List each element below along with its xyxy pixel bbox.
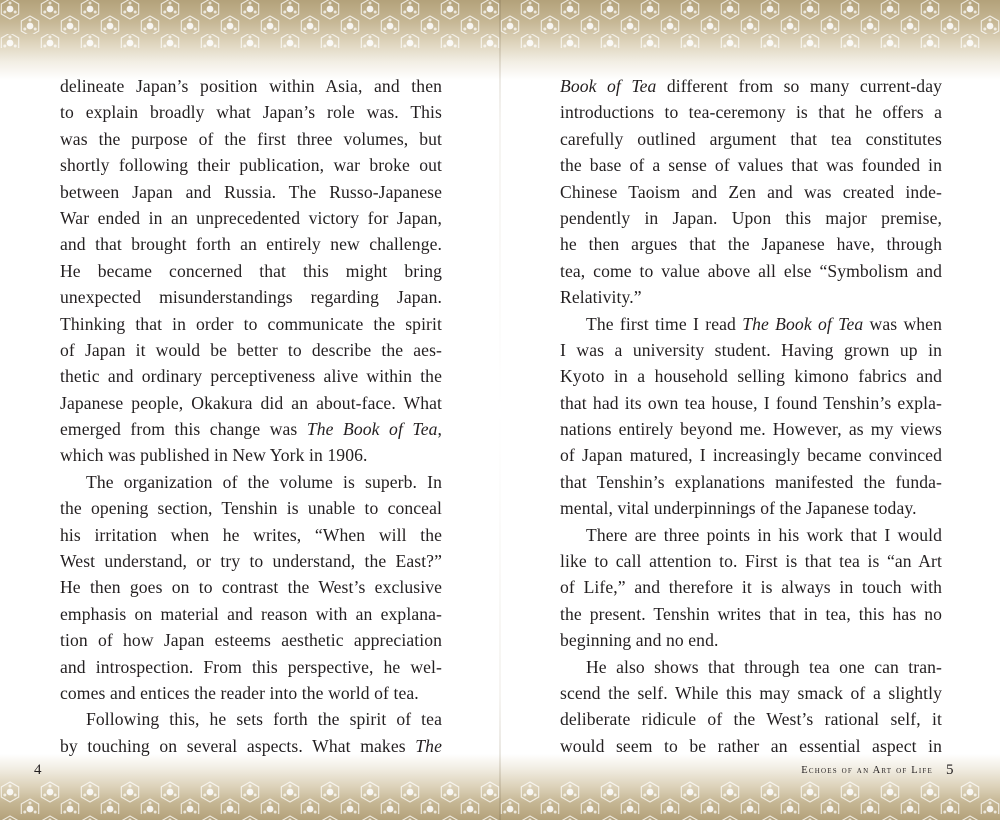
text-line: Japanese people, Okakura did an about-face. What	[60, 392, 442, 413]
text-line: He also shows that through tea one can tran-	[586, 656, 942, 677]
text-line: would seem to be rather an essential aspect in	[560, 735, 942, 756]
text-run: was when	[863, 313, 942, 334]
page-number-left: 4	[34, 762, 42, 778]
text-line: and introspection. From this perspective, he wel-	[60, 656, 442, 677]
left-page-text	[60, 73, 442, 759]
text-line: introductions to tea-ceremony is that he offers a	[560, 102, 942, 123]
paragraph	[60, 706, 442, 759]
text-line: Chinese Taoism and Zen and was created inde-	[560, 181, 942, 202]
text-line: that Tenshin’s explanations manifested the funda-	[560, 471, 942, 492]
text-line: Thinking that in order to communicate the spirit	[60, 313, 442, 334]
page-number-right: 5	[946, 762, 954, 778]
text-line: nations entirely beyond me. However, as my views	[560, 419, 942, 440]
text-line: Relativity.”	[560, 287, 642, 308]
text-line: of Japan it would be better to describe the aes-	[60, 339, 442, 360]
paragraph	[560, 654, 942, 760]
text-run: different from so many current-day	[656, 76, 942, 96]
text-line: I was a university student. Having grown up in	[560, 339, 942, 360]
paragraph	[560, 522, 942, 654]
text-run: The first time I read	[586, 313, 743, 334]
text-line: to explain broadly what Japan’s role was. This	[60, 102, 442, 123]
paragraph	[560, 311, 942, 522]
paragraph	[60, 73, 442, 469]
text-line: scend the self. While this may smack of a slightly	[560, 682, 942, 703]
book-title: The Book of Tea	[742, 313, 864, 334]
text-line: pendently in Japan. Upon this major premise,	[560, 207, 942, 228]
text-line: West understand, or try to understand, the East?”	[60, 551, 442, 572]
text-line	[60, 733, 442, 759]
text-line: that had its own tea house, I found Tenshin’s expla-	[560, 392, 942, 413]
text-run: ,	[437, 419, 443, 440]
book-title: The	[415, 735, 442, 756]
text-line: and that brought forth an entirely new challenge.	[60, 234, 442, 255]
text-line: thetic and ordinary perceptiveness alive within the	[60, 366, 442, 387]
text-line: tion of how Japan esteems aesthetic appreciation	[60, 630, 442, 651]
text-line: Kyoto in a household selling kimono fabrics and	[560, 366, 942, 387]
text-line: was the purpose of the first three volumes, but	[60, 128, 442, 149]
text-line: tea, come to value above all else “Symbolism and	[560, 260, 942, 281]
text-line: of Japan matured, I increasingly became convinced	[560, 445, 942, 466]
text-line: The organization of the volume is superb. In	[86, 471, 442, 492]
text-line: beginning and no end.	[560, 630, 719, 651]
text-line: War ended in an unprecedented victory for Japan,	[60, 207, 442, 228]
text-line: his irritation when he writes, “When will the	[60, 524, 442, 545]
text-line	[60, 416, 442, 442]
text-line: He then goes on to contrast the West’s exclusive	[60, 577, 442, 598]
text-line: unexpected misunderstandings regarding Japan.	[60, 287, 442, 308]
text-line: shortly following their publication, war broke out	[60, 155, 442, 176]
text-line: deliberate ridicule of the West’s rational self, it	[560, 709, 942, 730]
text-run: emerged from this change was	[60, 419, 307, 440]
text-line: the present. Tenshin writes that in tea, this has no	[560, 603, 942, 624]
text-line: he then argues that the Japanese have, through	[560, 234, 942, 255]
text-line: delineate Japan’s position within Asia, and then	[60, 76, 442, 96]
text-line: carefully outlined argument that tea constitutes	[560, 128, 942, 149]
text-line	[560, 311, 942, 337]
text-line: He became concerned that this might bring	[60, 260, 442, 281]
text-run: by touching on several aspects. What makes	[60, 735, 416, 756]
text-line: the opening section, Tenshin is unable to conceal	[60, 498, 442, 519]
paragraph	[60, 469, 442, 707]
text-line: Following this, he sets forth the spirit of tea	[86, 709, 442, 730]
book-title: The Book of Tea	[306, 419, 438, 440]
text-line	[560, 73, 942, 99]
paragraph	[560, 73, 942, 311]
text-line: emphasis on material and reason with an explana-	[60, 603, 442, 624]
text-line: the base of a sense of values that was founded in	[560, 155, 942, 176]
book-title: Book of Tea	[560, 76, 657, 96]
text-line: of Life,” and therefore it is always in touch with	[560, 577, 942, 598]
text-line: There are three points in his work that I would	[586, 524, 942, 545]
right-page-text	[560, 73, 942, 759]
text-line: like to call attention to. First is that tea is “an Art	[560, 551, 942, 572]
page-gutter	[499, 0, 501, 820]
running-head: Echoes of an Art of Life	[801, 765, 933, 776]
text-line: which was published in New York in 1906.	[60, 445, 368, 466]
text-line: comes and entices the reader into the world of tea.	[60, 682, 419, 703]
text-line: mental, vital underpinnings of the Japanese today.	[560, 498, 917, 519]
text-line: between Japan and Russia. The Russo-Japanese	[60, 181, 442, 202]
